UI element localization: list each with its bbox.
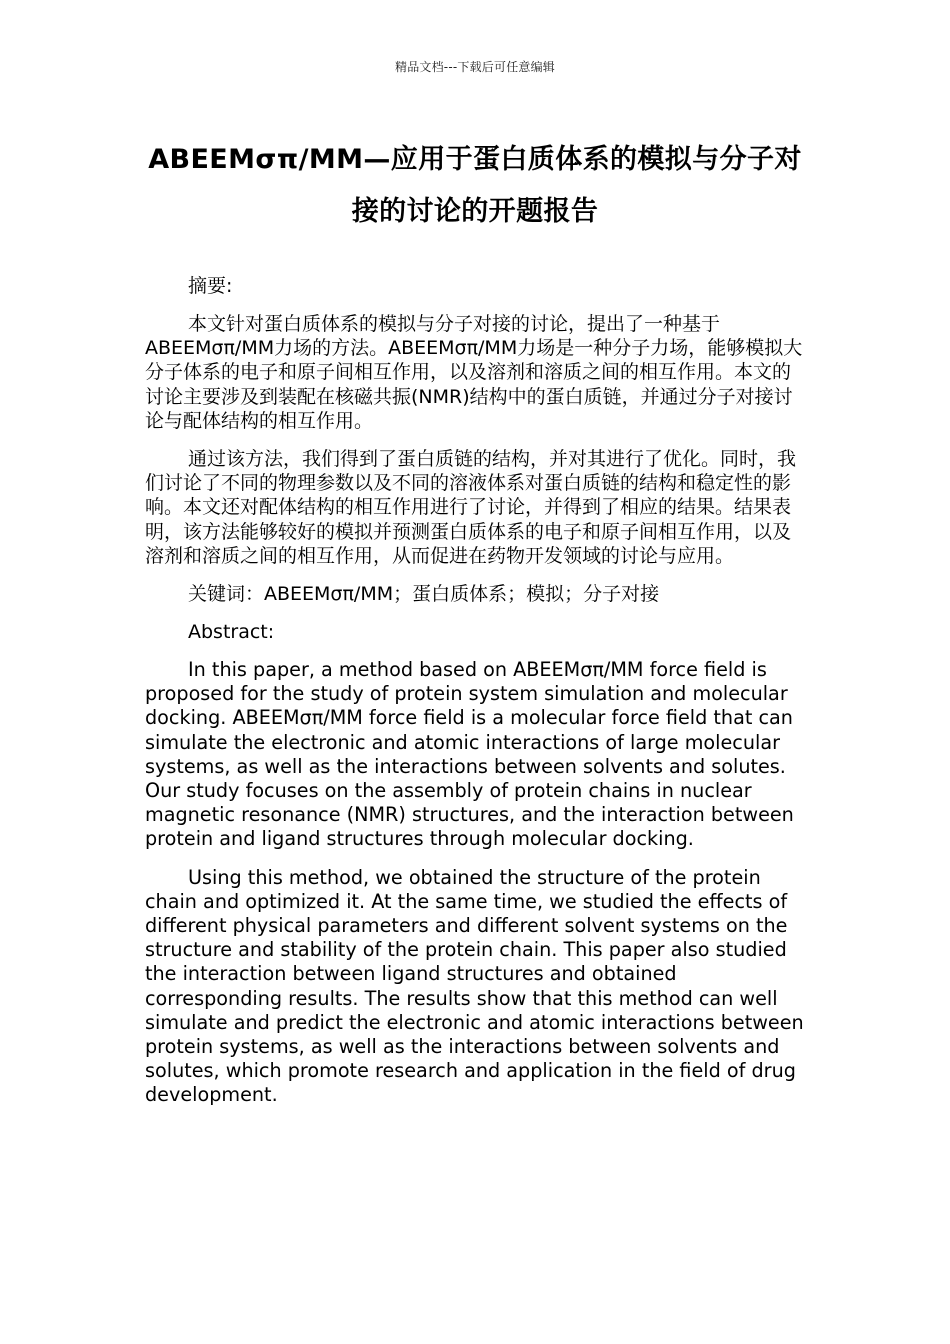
- keywords-cn: 关键词：ABEEMσπ/MM；蛋白质体系；模拟；分子对接: [188, 583, 660, 606]
- abstract-label-en: Abstract:: [188, 621, 275, 644]
- header-note: 精品文档---下载后可任意编辑: [395, 60, 555, 74]
- abstract-en-paragraph-1: In this paper, a method based on ABEEMσπ/MM force field is proposed for the study of protein system simulation and molecular docking. ABEEMσπ/MM force field is a molecular force field that can simulate the electronic and atomic interactions of large molecular systems, as well as the interactions between solvents and solutes. Our study focuses on the assembly of protein chains in nuclear magnetic resonance (NMR) structures, and the interaction between protein and ligand structures through molecular docking.: [145, 658, 794, 851]
- title-line-1: ABEEMσπ/MM—应用于蛋白质体系的模拟与分子对: [148, 144, 802, 175]
- abstract-cn-paragraph-1: 本文针对蛋白质体系的模拟与分子对接的讨论，提出了一种基于ABEEMσπ/MM力场的方法。ABEEMσπ/MM力场是一种分子力场，能够模拟大分子体系的电子和原子间相互作用，以及溶剂和溶质之间的相互作用。本文的讨论主要涉及到装配在核磁共振(NMR)结构中的蛋白质链，并通过分子对接讨论与配体结构的相互作用。: [145, 313, 803, 432]
- title-line-2: 接的讨论的开题报告: [351, 196, 599, 227]
- abstract-en-paragraph-2: Using this method, we obtained the structure of the protein chain and optimized it. At the same time, we studied the effects of different physical parameters and different solvent systems on the structure and stability of the protein chain. This paper also studied the interaction between ligand structures and obtained corresponding results. The results show that this method can well simulate and predict the electronic and atomic interactions between protein systems, as well as the interactions between solvents and solutes, which promote research and application in the field of drug development.: [145, 865, 804, 1107]
- abstract-cn-paragraph-2: 通过该方法，我们得到了蛋白质链的结构，并对其进行了优化。同时，我们讨论了不同的物理参数以及不同的溶液体系对蛋白质链的结构和稳定性的影响。本文还对配体结构的相互作用进行了讨论，并得到了相应的结果。结果表明，该方法能够较好的模拟并预测蛋白质体系的电子和原子间相互作用，以及溶剂和溶质之间的相互作用，从而促进在药物开发领域的讨论与应用。: [145, 448, 797, 567]
- document-body: [145, 274, 807, 1122]
- document-title: [130, 134, 820, 238]
- abstract-label-cn: 摘要:: [188, 275, 233, 297]
